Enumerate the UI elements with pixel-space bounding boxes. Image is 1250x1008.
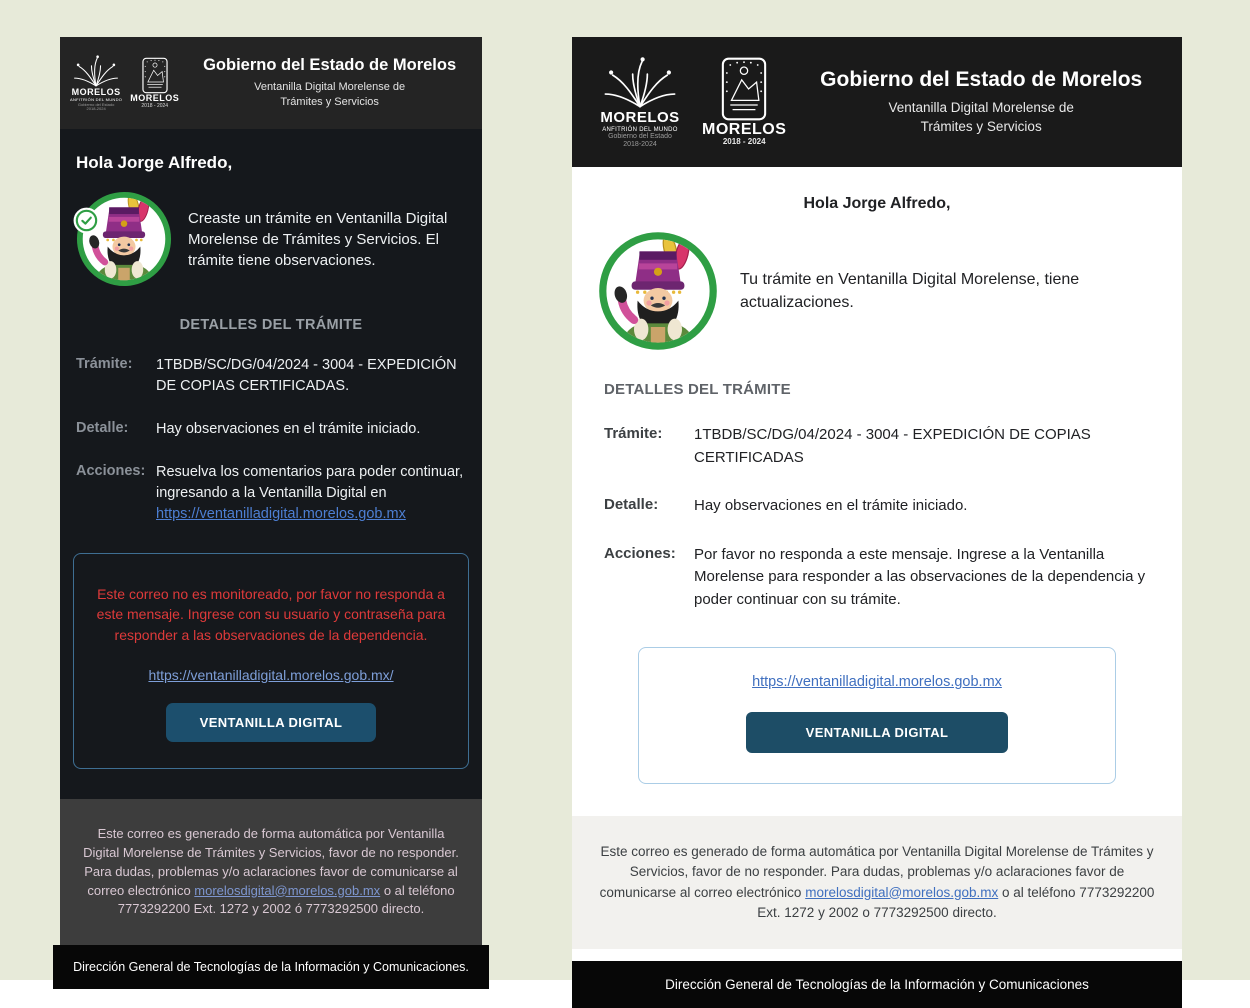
header-light <box>572 37 1182 167</box>
bottom-bar-light: Dirección General de Tecnologías de la Información y Comunicaciones <box>572 961 1182 1008</box>
shield-logo-years: 2018 - 2024 <box>722 137 766 147</box>
email-body-light <box>572 167 1182 816</box>
detalle-label: Detalle: <box>604 496 659 513</box>
shield-crest-icon <box>721 57 767 121</box>
acciones-link[interactable]: https://ventanilladigital.morelos.gob.mx <box>156 506 406 523</box>
chinelo-avatar-icon <box>598 231 718 351</box>
footer-text-2: o al teléfono 7773292200 Ext. 1272 y 2002 o 7773292500 directo. <box>757 884 1155 920</box>
flower-logo-name: MORELOS <box>600 109 680 127</box>
flower-logo-years: 2018-2024 <box>623 141 657 149</box>
notice-warning-text: Este correo no es monitoreado, por favor no responda a este mensaje. Ingrese con su usuario y contraseña para responder a las observaciones de la dependencia. <box>96 586 446 643</box>
ventanilla-digital-button[interactable]: VENTANILLA DIGITAL <box>166 703 377 742</box>
ventanilla-digital-button[interactable]: VENTANILLA DIGITAL <box>746 712 1009 753</box>
acciones-value <box>156 462 466 525</box>
intro-row <box>572 217 1182 351</box>
footer-light <box>572 816 1182 949</box>
detail-row-detalle <box>604 495 1150 518</box>
portal-link[interactable]: https://ventanilladigital.morelos.gob.mx <box>752 674 1002 690</box>
flower-logo-tagline: ANFITRIÓN DEL MUNDO <box>602 126 678 133</box>
header-title: Gobierno del Estado de Morelos <box>820 68 1143 92</box>
intro-row <box>60 181 482 287</box>
intro-message: Tu trámite en Ventanilla Digital Morelense, tiene actualizaciones. <box>740 270 1080 311</box>
tramite-label: Trámite: <box>76 356 133 372</box>
header-text-block <box>806 68 1156 135</box>
footer-email-link[interactable]: morelosdigital@morelos.gob.mx <box>805 884 999 900</box>
details-section-title: DETALLES DEL TRÁMITE <box>179 317 363 333</box>
avatar <box>76 191 172 287</box>
header-dark <box>60 37 482 129</box>
flower-logo-tagline: ANFITRIÓN DEL MUNDO <box>70 97 123 103</box>
tramite-label: Trámite: <box>604 425 663 442</box>
header-text-block <box>187 56 472 110</box>
acciones-label: Acciones: <box>76 463 146 480</box>
email-light-variant <box>572 37 1182 1008</box>
agave-flower-icon <box>598 55 682 110</box>
footer-email-link[interactable]: morelosdigital@morelos.gob.mx <box>194 882 381 898</box>
bottom-bar-dark: Dirección General de Tecnologías de la Información y Comunicaciones. <box>53 945 489 989</box>
portal-box <box>638 647 1116 784</box>
shield-crest-icon <box>142 57 168 94</box>
footer-gap <box>572 949 1182 961</box>
detail-row-acciones <box>76 462 466 525</box>
email-dark-variant <box>60 37 482 989</box>
tramite-value: 1TBDB/SC/DG/04/2024 - 3004 - EXPEDICIÓN DE COPIAS CERTIFICADAS <box>694 426 1091 466</box>
footer-text-2: o al teléfono 7773292200 Ext. 1272 y 2002 ó 7773292500 directo. <box>117 882 455 917</box>
detail-row-tramite <box>604 424 1150 469</box>
intro-message: Creaste un trámite en Ventanilla Digital Morelense de Trámites y Servicios. El trámite tiene observaciones. <box>188 209 448 269</box>
acciones-text: Resuelva los comentarios para poder continuar, ingresando a la Ventanilla Digital en <box>156 464 464 502</box>
acciones-value: Por favor no responda a este mensaje. Ingrese a la Ventanilla Morelense para responder a las observaciones de la dependencia y poder continuar con su trámite. <box>694 545 1146 608</box>
header-title: Gobierno del Estado de Morelos <box>203 56 457 75</box>
detail-row-detalle <box>76 419 466 440</box>
check-badge-icon <box>73 207 100 234</box>
morelos-flower-logo <box>70 54 122 111</box>
shield-logo-name: MORELOS <box>130 92 180 103</box>
flower-logo-years: 2018-2024 <box>86 106 106 112</box>
detail-row-acciones <box>604 544 1150 612</box>
flower-logo-name: MORELOS <box>71 87 121 98</box>
shield-logo-years: 2018 - 2024 <box>141 102 169 109</box>
details-section-title: DETALLES DEL TRÁMITE <box>604 381 791 398</box>
header-subtitle: Ventanilla Digital Morelense de Trámites y Servicios <box>254 81 406 108</box>
morelos-flower-logo <box>598 55 682 148</box>
footer-dark <box>60 799 482 945</box>
agave-flower-icon <box>70 54 122 88</box>
shield-logo-name: MORELOS <box>702 120 787 138</box>
flower-logo-sub: Gobierno del Estado <box>608 133 672 141</box>
footer-text-1: Este correo es generado de forma automática por Ventanilla Digital Morelense de Trámites y Servicios, favor de no responder. Para dudas, problemas y/o aclaraciones favor de comunicarse al correo electrónico <box>599 844 1154 900</box>
acciones-label: Acciones: <box>604 544 676 562</box>
notice-box <box>73 553 469 769</box>
detalle-value: Hay observaciones en el trámite iniciado. <box>694 497 968 514</box>
chinelo-avatar-icon <box>76 191 172 287</box>
detail-row-tramite <box>76 355 466 397</box>
greeting: Hola Jorge Alfredo, <box>76 153 233 172</box>
morelos-shield-logo <box>702 57 786 147</box>
portal-link[interactable]: https://ventanilladigital.morelos.gob.mx/ <box>148 666 394 683</box>
detalle-value: Hay observaciones en el trámite iniciado. <box>156 421 421 438</box>
greeting: Hola Jorge Alfredo, <box>803 195 951 212</box>
avatar <box>598 231 718 351</box>
footer-text-1: Este correo es generado de forma automática por Ventanilla Digital Morelense de Trámites y Servicios, favor de no responder. Para dudas, problemas y/o aclaraciones favor de comunicarse al correo electrónico <box>83 825 459 898</box>
email-body-dark <box>60 129 482 799</box>
tramite-value: 1TBDB/SC/DG/04/2024 - 3004 - EXPEDICIÓN DE COPIAS CERTIFICADAS. <box>156 357 457 395</box>
flower-logo-sub: Gobierno del Estado <box>77 101 115 107</box>
header-subtitle: Ventanilla Digital Morelense de Trámites y Servicios <box>888 100 1074 134</box>
morelos-shield-logo <box>130 57 179 109</box>
detalle-label: Detalle: <box>76 420 129 437</box>
